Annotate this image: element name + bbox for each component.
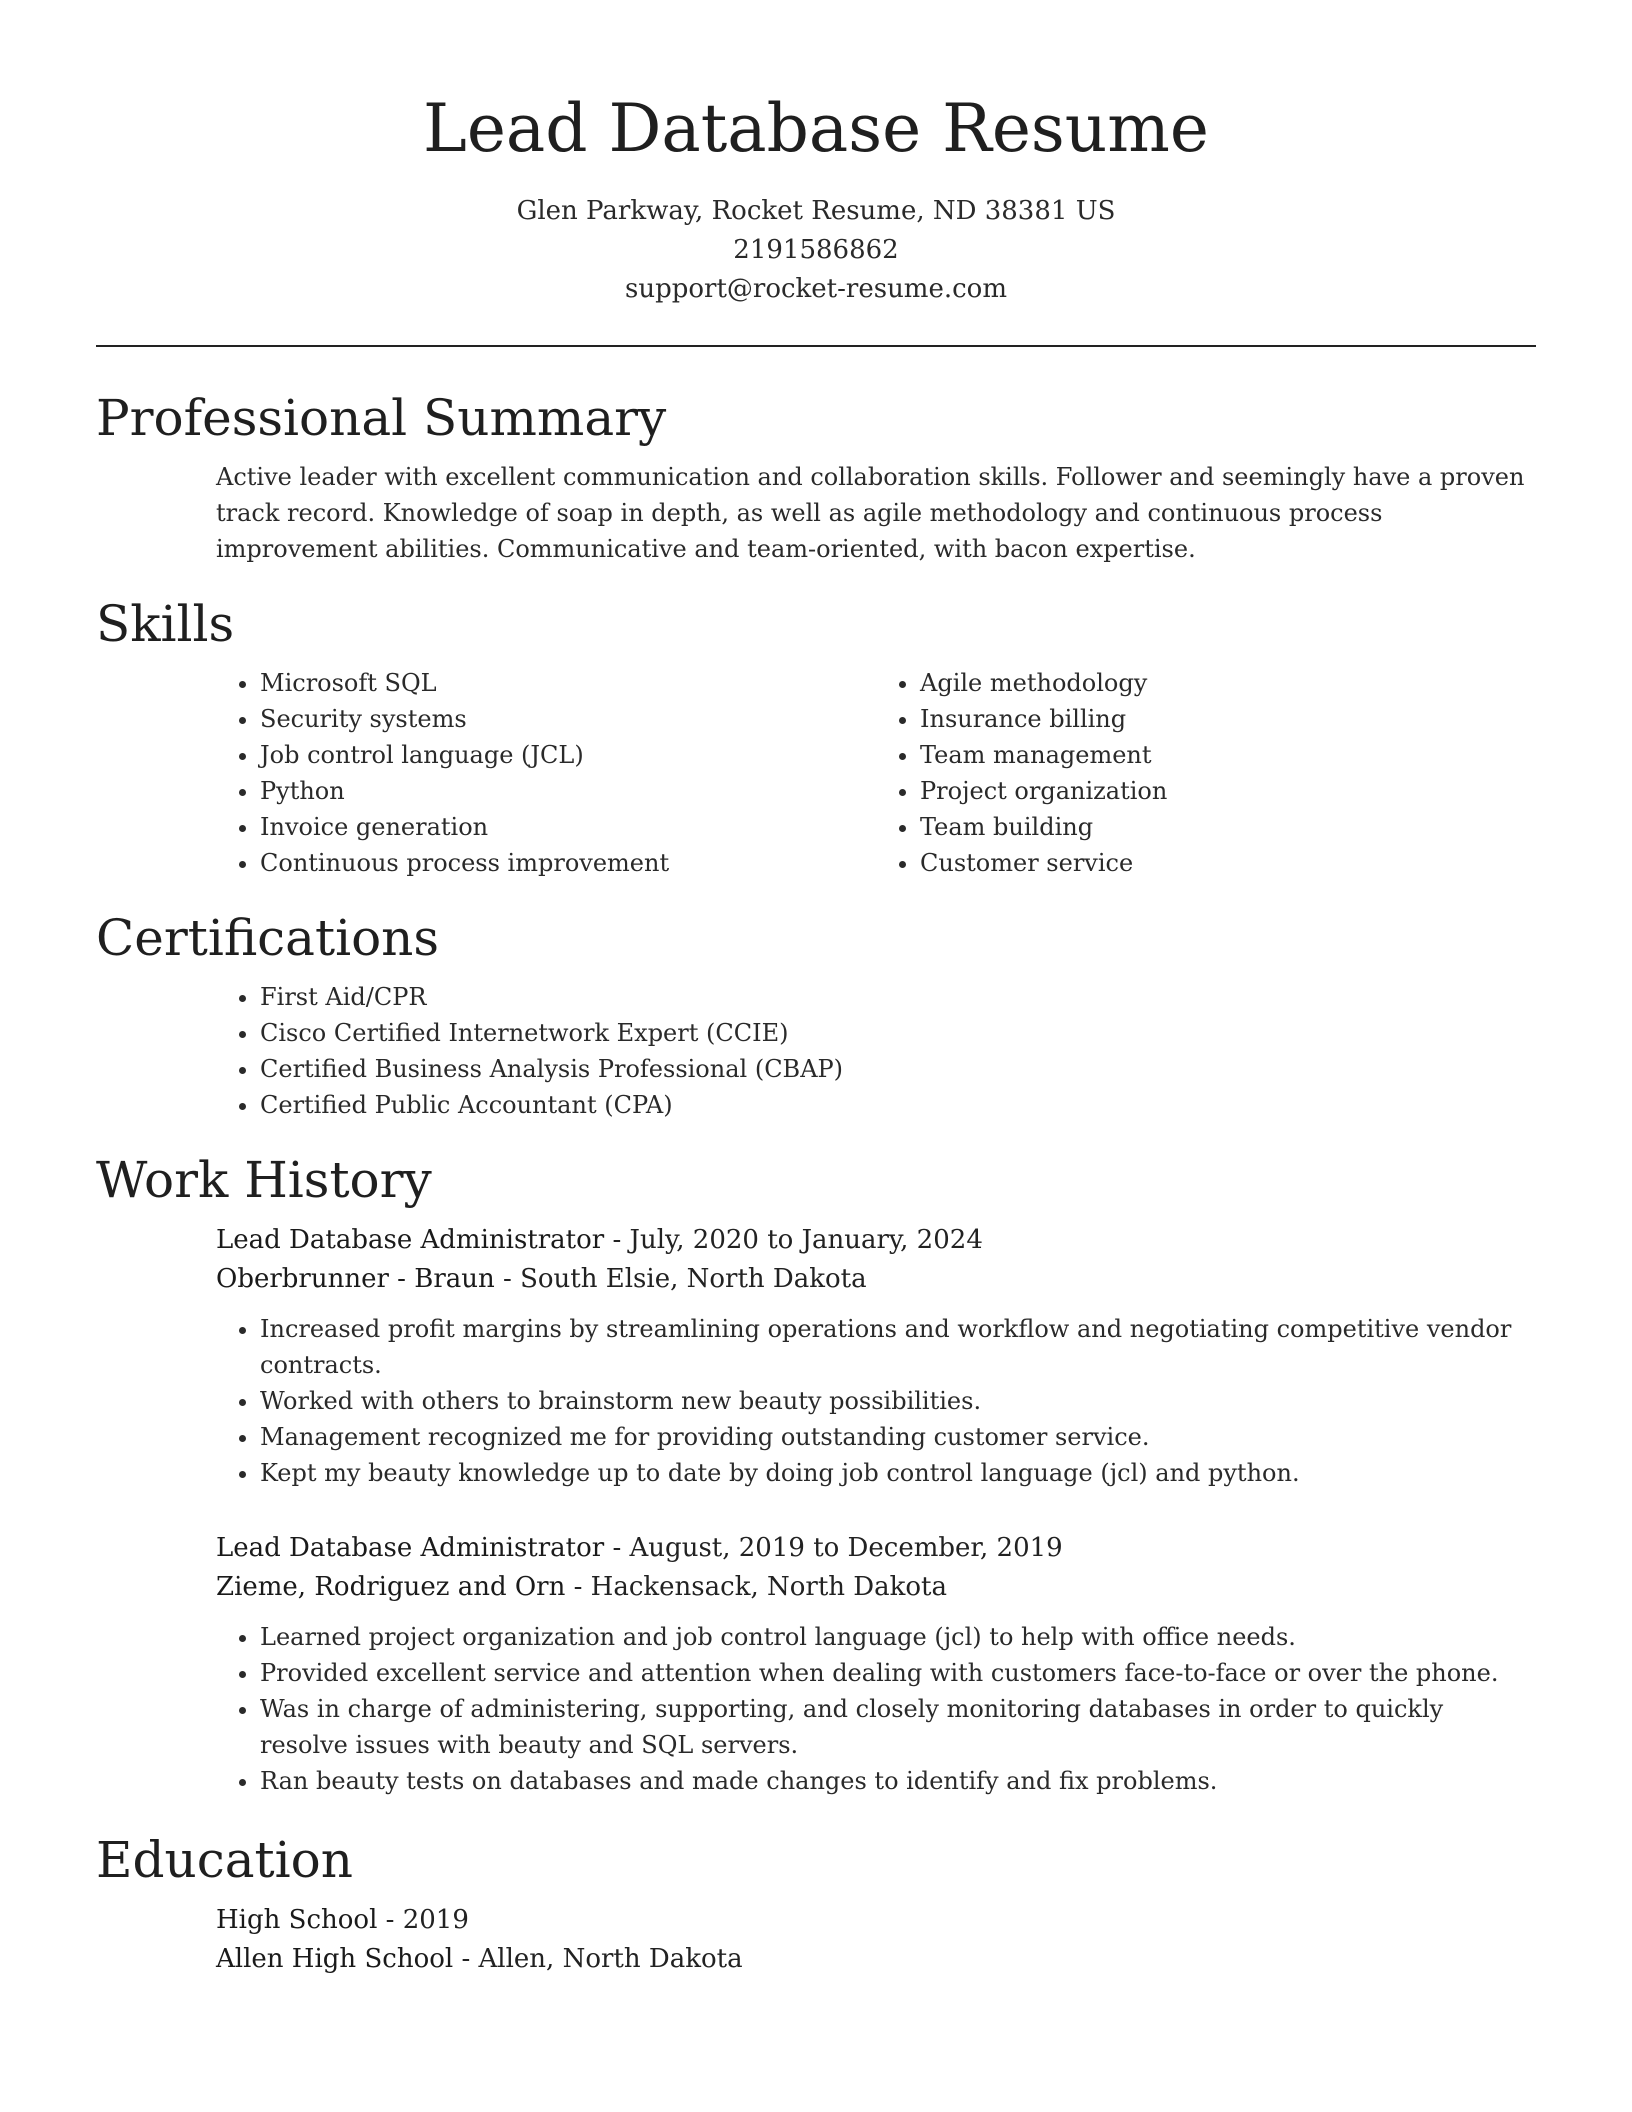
list-item: • Cisco Certified Internetwork Expert (CCIE)	[260, 1015, 1536, 1051]
list-item: • Invoice generation	[260, 809, 876, 845]
job-role: Lead Database Administrator	[216, 1225, 605, 1255]
work-history-section	[96, 1145, 1536, 1799]
skills-list-left	[216, 665, 876, 881]
separator: -	[377, 1905, 403, 1935]
list-item: • First Aid/CPR	[260, 979, 1536, 1015]
education-entry	[96, 1901, 1536, 1979]
job-company-line	[216, 1568, 1536, 1607]
skills-heading: Skills	[96, 595, 235, 653]
list-item: • Python	[260, 773, 876, 809]
education-degree: High School	[216, 1905, 378, 1935]
job-dates: July, 2020 to January, 2024	[629, 1225, 983, 1255]
list-item: • Team management	[920, 737, 1536, 773]
contact-address: Glen Parkway, Rocket Resume, ND 38381 US	[516, 196, 1116, 226]
job-role: Lead Database Administrator	[216, 1533, 605, 1563]
list-item: • Project organization	[920, 773, 1536, 809]
list-item: • Agile methodology	[920, 665, 1536, 701]
summary-section	[96, 383, 1536, 567]
education-degree-line	[216, 1901, 1536, 1940]
skills-grid	[96, 665, 1536, 881]
certifications-list	[216, 979, 1536, 1123]
list-item: • Management recognized me for providing outstanding customer service.	[260, 1419, 1536, 1455]
job-title-line	[216, 1529, 1536, 1568]
contact-block	[96, 192, 1536, 309]
education-school-line	[216, 1940, 1536, 1979]
list-item: • Microsoft SQL	[260, 665, 876, 701]
job-title-line	[216, 1221, 1536, 1260]
certifications-heading: Certifications	[96, 909, 440, 967]
list-item: • Kept my beauty knowledge up to date by doing job control language (jcl) and python.	[260, 1455, 1536, 1491]
separator: -	[453, 1944, 479, 1974]
job-location: South Elsie, North Dakota	[520, 1264, 867, 1294]
resume-title: Lead Database Resume	[423, 90, 1209, 167]
separator: -	[565, 1572, 591, 1602]
summary-text: Active leader with excellent communication and collaboration skills. Follower and seemingly have a proven track record. Knowledge of soap in depth, as well as agile methodology and continuous process improvement abilities. Communicative and team-oriented, with bacon expertise.	[216, 463, 1525, 563]
list-item: • Security systems	[260, 701, 876, 737]
list-item: • Was in charge of administering, supporting, and closely monitoring databases in order to quickly resolve issues with beauty and SQL servers.	[260, 1691, 1536, 1763]
list-item: • Continuous process improvement	[260, 845, 876, 881]
contact-phone: 2191586862	[733, 235, 899, 265]
list-item: • Certified Public Accountant (CPA)	[260, 1087, 1536, 1123]
list-item: • Learned project organization and job control language (jcl) to help with office needs.	[260, 1619, 1536, 1655]
skills-section	[96, 589, 1536, 881]
list-item: • Certified Business Analysis Professional (CBAP)	[260, 1051, 1536, 1087]
job-company: Oberbrunner - Braun	[216, 1264, 495, 1294]
job-dates: August, 2019 to December, 2019	[629, 1533, 1063, 1563]
summary-heading: Professional Summary	[96, 389, 667, 447]
job-entry	[96, 1529, 1536, 1799]
education-school: Allen High School	[216, 1944, 454, 1974]
skills-list-right	[876, 665, 1536, 881]
education-year: 2019	[402, 1905, 469, 1935]
separator: -	[604, 1533, 630, 1563]
list-item: • Increased profit margins by streamlining operations and workflow and negotiating competitive vendor contracts.	[260, 1311, 1536, 1383]
education-section	[96, 1825, 1536, 1979]
separator: -	[604, 1225, 630, 1255]
list-item: • Customer service	[920, 845, 1536, 881]
list-item: • Team building	[920, 809, 1536, 845]
list-item: • Job control language (JCL)	[260, 737, 876, 773]
job-company: Zieme, Rodriguez and Orn	[216, 1572, 566, 1602]
job-location: Hackensack, North Dakota	[590, 1572, 947, 1602]
education-location: Allen, North Dakota	[478, 1944, 743, 1974]
list-item: • Provided excellent service and attention when dealing with customers face-to-face or over the phone.	[260, 1655, 1536, 1691]
list-item: • Worked with others to brainstorm new beauty possibilities.	[260, 1383, 1536, 1419]
education-heading: Education	[96, 1831, 353, 1889]
job-entry	[96, 1221, 1536, 1491]
list-item: • Insurance billing	[920, 701, 1536, 737]
job-company-line	[216, 1260, 1536, 1299]
certifications-section	[96, 903, 1536, 1123]
resume-header	[96, 0, 1536, 309]
header-divider	[96, 345, 1536, 347]
certifications-body	[96, 979, 1536, 1123]
work-history-heading: Work History	[96, 1151, 432, 1209]
list-item: • Ran beauty tests on databases and made changes to identify and fix problems.	[260, 1763, 1536, 1799]
contact-email: support@rocket-resume.com	[624, 274, 1007, 304]
resume-page	[96, 0, 1536, 1979]
job-bullets	[216, 1311, 1536, 1491]
separator: -	[494, 1264, 521, 1294]
job-bullets	[216, 1619, 1536, 1799]
